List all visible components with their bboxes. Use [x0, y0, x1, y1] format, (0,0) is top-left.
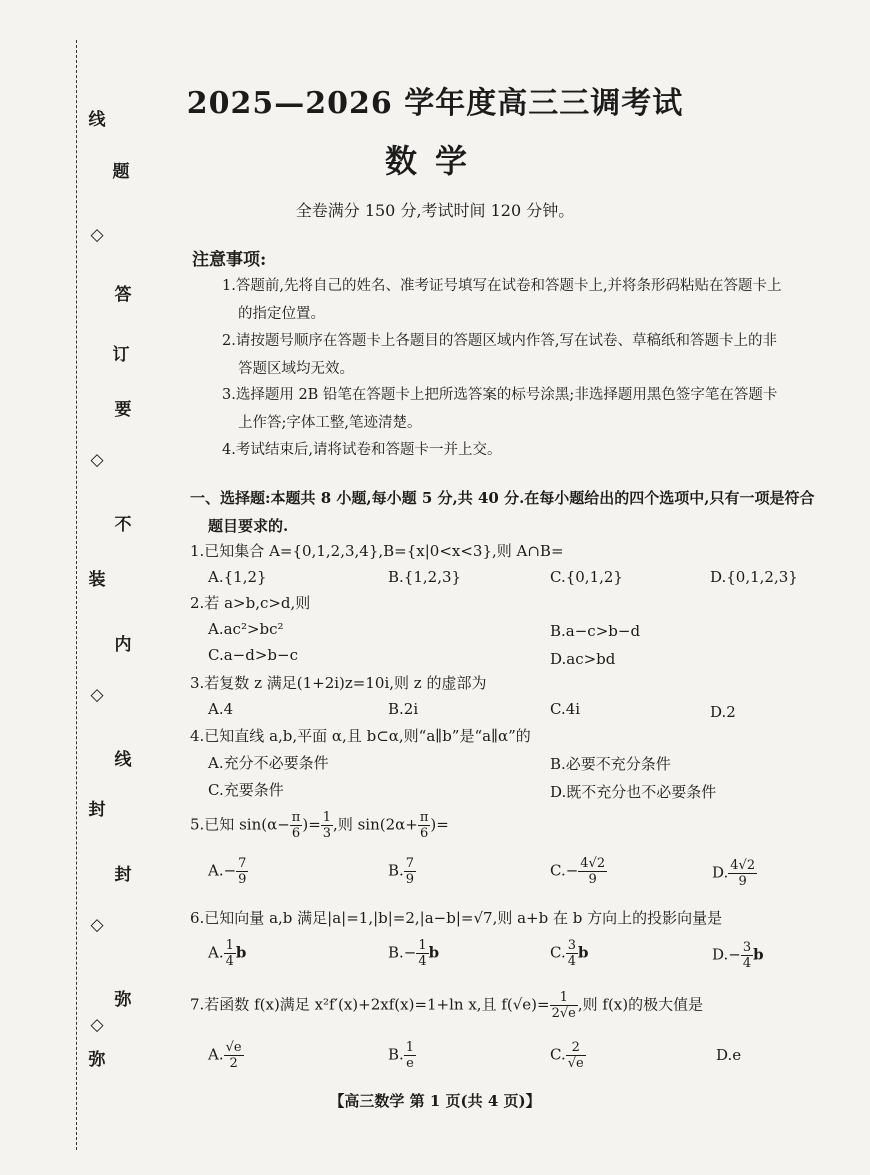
- q7-fraction: [550, 990, 578, 1021]
- question-1-option-a: A.{1,2}: [208, 568, 267, 586]
- frac-num: 3: [742, 940, 752, 955]
- question-4-option-c: C.充要条件: [208, 781, 284, 799]
- question-7-stem: [190, 990, 850, 1021]
- opt-tail: b: [235, 943, 247, 962]
- frac-den: √e: [567, 1056, 584, 1071]
- binding-char: 装: [88, 570, 106, 590]
- binding-diamond: ◇: [90, 915, 104, 935]
- opt-fraction: [741, 940, 753, 971]
- binding-char: 内: [114, 635, 132, 655]
- binding-char: ◇: [90, 1015, 104, 1035]
- binding-char: 封: [88, 800, 106, 820]
- frac-den: 6: [419, 826, 429, 841]
- opt-label: A.: [208, 1045, 224, 1064]
- question-5-option-c: [550, 856, 607, 887]
- frac-den: 2√e: [551, 1006, 576, 1021]
- binding-char: 弥: [88, 1050, 106, 1070]
- frac-num: 1: [405, 1040, 415, 1055]
- question-4-option-a: A.充分不必要条件: [208, 754, 329, 772]
- binding-diamond: ◇: [90, 685, 104, 705]
- binding-char: 线: [88, 110, 106, 130]
- frac-num: 7: [405, 856, 415, 871]
- notice-item-3: [222, 381, 852, 437]
- question-3-stem: 3.若复数 z 满足(1+2i)z=10i,则 z 的虚部为: [190, 674, 487, 692]
- opt-label: D.−: [712, 945, 741, 964]
- frac-num: π: [291, 810, 301, 825]
- question-7-option-d: D.e: [716, 1046, 742, 1064]
- opt-label: D.: [712, 863, 729, 882]
- opt-tail: b: [578, 943, 589, 962]
- frac-num: 4√2: [580, 856, 606, 871]
- frac-num: √e: [225, 1040, 242, 1055]
- frac-den: 9: [588, 872, 597, 887]
- question-3-option-d: D.2: [710, 703, 736, 721]
- frac-den: e: [406, 1056, 414, 1071]
- notice-item-4: [222, 436, 852, 464]
- question-6-option-a: [208, 938, 246, 969]
- question-1-option-d: D.{0,1,2,3}: [710, 568, 798, 586]
- frac-den: 4: [225, 954, 234, 969]
- binding-char: 订: [112, 345, 130, 365]
- binding-char: 不: [114, 515, 132, 535]
- notice-line: 1.答题前,先将自己的姓名、准考证号填写在试卷和答题卡上,并将条形码粘贴在答题卡上: [222, 278, 782, 294]
- q5-fraction-1-3: [321, 810, 333, 841]
- opt-fraction: [404, 856, 416, 887]
- notice-heading: 注意事项:: [192, 250, 267, 270]
- frac-num: 1: [322, 810, 332, 825]
- q5-fraction-pi-6: [290, 810, 303, 841]
- q5-stem-text: 5.已知 sin(α−: [190, 815, 290, 834]
- question-7-option-b: [388, 1040, 416, 1071]
- opt-label: B.: [388, 1045, 404, 1064]
- opt-fraction: [566, 1040, 586, 1071]
- frac-num: 3: [567, 938, 576, 953]
- section-line: 一、选择题:本题共 8 小题,每小题 5 分,共 40 分.在每小题给出的四个选项中,只有一项是符合: [190, 489, 815, 507]
- question-2-stem: 2.若 a>b,c>d,则: [190, 594, 311, 612]
- question-4-option-b: B.必要不充分条件: [550, 755, 671, 773]
- frac-den: 9: [405, 872, 415, 887]
- frac-num: 1: [225, 938, 234, 953]
- question-3-option-c: C.4i: [550, 700, 581, 718]
- section-heading: [190, 484, 850, 540]
- opt-label: C.−: [550, 861, 579, 880]
- exam-subject: 数学: [384, 142, 485, 180]
- opt-fraction: [224, 1040, 244, 1071]
- opt-label: C.: [550, 1045, 566, 1064]
- notice-line: 的指定位置。: [238, 306, 325, 322]
- question-7-option-c: [550, 1040, 586, 1071]
- question-6-stem: 6.已知向量 a,b 满足|a|=1,|b|=2,|a−b|=√7,则 a+b 在 b 方向上的投影向量是: [190, 909, 723, 927]
- opt-label: C.: [550, 943, 566, 962]
- binding-diamond: ◇: [90, 450, 104, 470]
- frac-num: 1: [418, 938, 427, 953]
- q5-stem-text: ,则 sin(2α+: [333, 815, 418, 834]
- question-5-option-b: [388, 856, 416, 887]
- opt-fraction: [236, 856, 248, 887]
- question-4-option-d: D.既不充分也不必要条件: [550, 783, 717, 801]
- opt-fraction: [566, 938, 578, 969]
- opt-fraction: [224, 938, 236, 969]
- section-line: 题目要求的.: [208, 517, 289, 535]
- question-3-option-a: A.4: [208, 700, 234, 718]
- notice-item-2: [222, 327, 852, 383]
- question-2-option-d: D.ac>bd: [550, 650, 616, 668]
- q5-fraction-pi-6b: [418, 810, 431, 841]
- question-1-option-b: B.{1,2,3}: [388, 568, 462, 586]
- frac-den: 4: [567, 954, 576, 969]
- opt-label: A.−: [208, 861, 237, 880]
- frac-num: 1: [550, 990, 578, 1006]
- binding-char: 封: [114, 865, 132, 885]
- q5-stem-text: )=: [430, 815, 449, 834]
- frac-den: 9: [238, 872, 247, 887]
- q7-stem-text: 7.若函数 f(x)满足 x²f′(x)+2xf(x)=1+ln x,且 f(√e)=: [190, 995, 550, 1014]
- binding-char: 要: [114, 400, 132, 420]
- notice-item-1: [222, 272, 852, 328]
- frac-den: 9: [738, 874, 747, 889]
- question-2-option-c: C.a−d>b−c: [208, 646, 298, 664]
- page-footer: 【高三数学 第 1 页(共 4 页)】: [329, 1092, 541, 1110]
- binding-char: 线: [114, 750, 132, 770]
- opt-tail: b: [428, 943, 440, 962]
- binding-char: 题: [112, 162, 130, 182]
- question-3-option-b: B.2i: [388, 700, 419, 718]
- frac-den: 6: [291, 826, 301, 841]
- question-5-stem: [190, 810, 850, 841]
- q5-stem-text: )=: [302, 815, 321, 834]
- frac-den: 4: [742, 956, 752, 971]
- question-1-option-c: C.{0,1,2}: [550, 568, 623, 586]
- question-2-option-b: B.a−c>b−d: [550, 622, 641, 640]
- question-5-option-a: [208, 856, 248, 887]
- frac-num: 4√2: [730, 858, 756, 873]
- score-line: 全卷满分 150 分,考试时间 120 分钟。: [295, 201, 575, 220]
- opt-tail: b: [753, 945, 764, 964]
- binding-char: 答: [114, 285, 132, 305]
- frac-num: π: [419, 810, 429, 825]
- opt-label: B.−: [388, 943, 417, 962]
- question-5-option-d: [712, 858, 757, 889]
- question-7-option-a: [208, 1040, 244, 1071]
- notice-line: 上作答;字体工整,笔迹清楚。: [238, 415, 422, 431]
- frac-num: 2: [566, 1040, 586, 1056]
- frac-den: 3: [322, 826, 332, 841]
- question-2-option-a: A.ac²>bc²: [208, 620, 284, 638]
- notice-line: 4.考试结束后,请将试卷和答题卡一并上交。: [222, 442, 502, 458]
- binding-char: 弥: [114, 990, 132, 1010]
- opt-fraction: [416, 938, 428, 969]
- opt-label: B.: [388, 861, 404, 880]
- binding-diamond: ◇: [90, 225, 104, 245]
- question-4-stem: 4.已知直线 a,b,平面 α,且 b⊂α,则“a∥b”是“a∥α”的: [190, 727, 531, 745]
- opt-fraction: [404, 1040, 416, 1071]
- frac-den: 4: [418, 954, 427, 969]
- question-6-option-b: [388, 938, 439, 969]
- notice-line: 2.请按题号顺序在答题卡上各题目的答题区域内作答,写在试卷、草稿纸和答题卡上的非: [222, 333, 777, 349]
- question-6-option-d: [712, 940, 764, 971]
- exam-title: 2025—2026 学年度高三三调考试: [186, 86, 684, 121]
- opt-fraction: [728, 858, 757, 889]
- question-1-stem: 1.已知集合 A={0,1,2,3,4},B={x|0<x<3},则 A∩B=: [190, 542, 564, 560]
- opt-label: A.: [208, 943, 224, 962]
- q7-stem-text: ,则 f(x)的极大值是: [577, 995, 704, 1014]
- notice-line: 3.选择题用 2B 铅笔在答题卡上把所选答案的标号涂黑;非选择题用黑色签字笔在答题卡: [222, 387, 778, 403]
- opt-fraction: [578, 856, 607, 887]
- notice-line: 答题区域均无效。: [238, 361, 354, 377]
- question-6-option-c: [550, 938, 589, 969]
- frac-num: 7: [238, 856, 247, 871]
- frac-den: 2: [229, 1056, 238, 1071]
